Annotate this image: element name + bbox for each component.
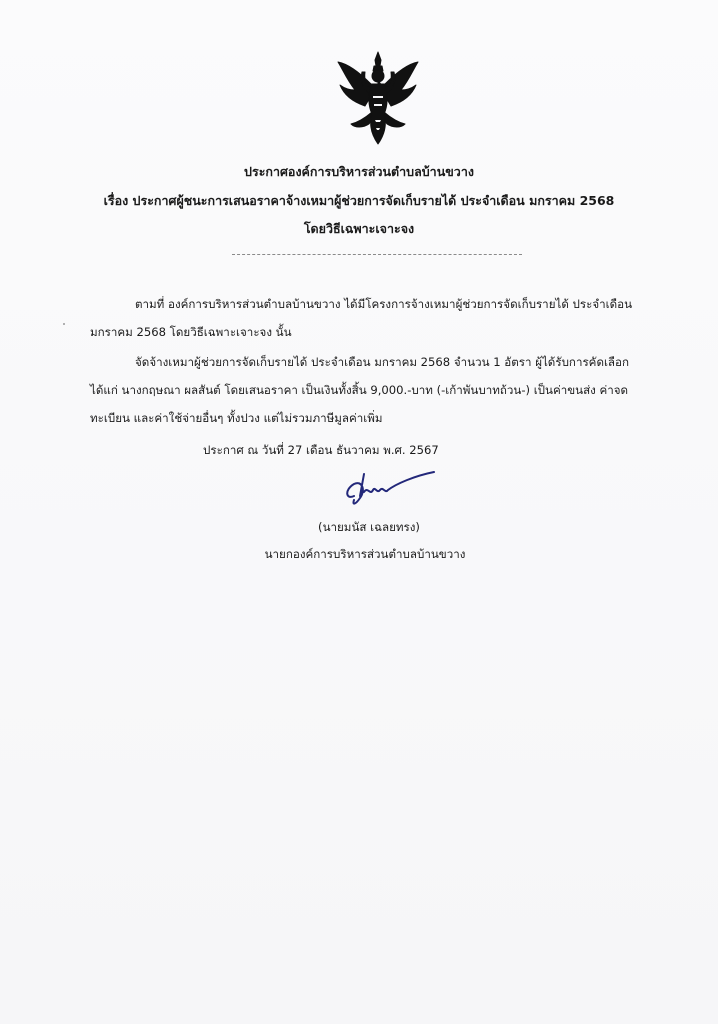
- announcement-method: โดยวิธีเฉพาะเจาะจง: [303, 221, 415, 236]
- garuda-emblem-icon: [335, 50, 421, 148]
- signatory-name: (นายมนัส เฉลยทรง): [318, 520, 420, 534]
- scan-speck: [63, 323, 65, 325]
- heading-divider: [232, 254, 522, 255]
- announcement-heading: ประกาศองค์การบริหารส่วนตำบลบ้านขวาง: [244, 164, 474, 179]
- handwritten-signature: [340, 466, 440, 512]
- signatory-title: นายกองค์การบริหารส่วนตำบลบ้านขวาง: [264, 547, 466, 561]
- paragraph-2-line-1: จัดจ้างเหมาผู้ช่วยการจัดเก็บรายได้ ประจำเดือน มกราคม 2568 จำนวน 1 อัตรา ผู้ได้รับการคัดเลือก: [135, 355, 630, 369]
- announcement-date: ประกาศ ณ วันที่ 27 เดือน ธันวาคม พ.ศ. 2567: [203, 443, 439, 457]
- paragraph-1-line-1: ตามที่ องค์การบริหารส่วนตำบลบ้านขวาง ได้มีโครงการจ้างเหมาผู้ช่วยการจัดเก็บรายได้ ประจำเดือน: [135, 297, 633, 311]
- paragraph-1-line-2: มกราคม 2568 โดยวิธีเฉพาะเจาะจง นั้น: [90, 325, 292, 339]
- paragraph-2-line-3: ทะเบียน และค่าใช้จ่ายอื่นๆ ทั้งปวง แต่ไม่รวมภาษีมูลค่าเพิ่ม: [90, 411, 383, 425]
- paragraph-2-line-2: ได้แก่ นางกฤษณา ผลสันต์ โดยเสนอราคา เป็นเงินทั้งสิ้น 9,000.-บาท (-เก้าพันบาทถ้วน-) เป็นค่าขนส่ง ค่าจด: [90, 383, 629, 397]
- announcement-subject: เรื่อง ประกาศผู้ชนะการเสนอราคาจ้างเหมาผู้ช่วยการจัดเก็บรายได้ ประจำเดือน มกราคม 2568: [103, 193, 615, 208]
